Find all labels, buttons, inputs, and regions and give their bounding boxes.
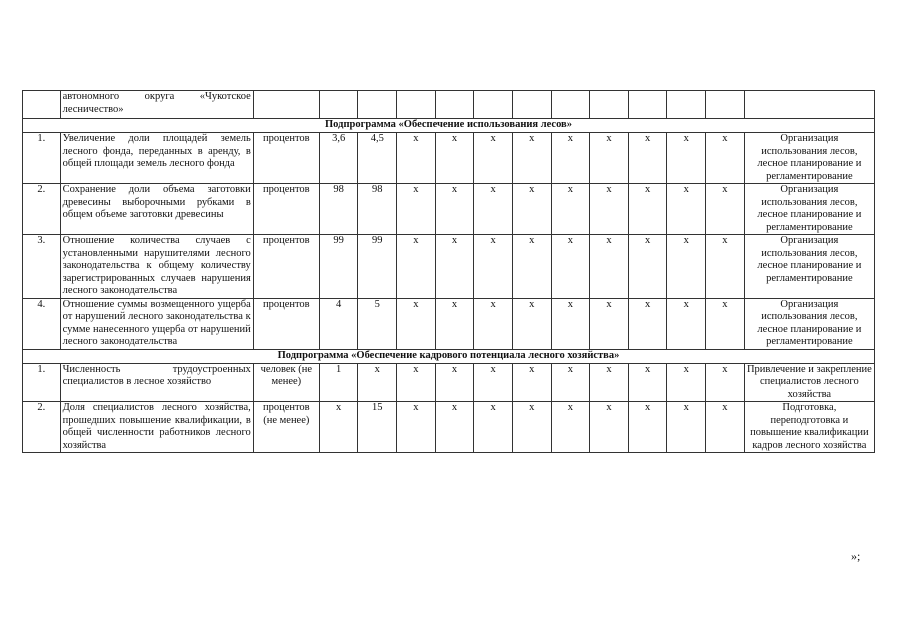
value-cell: х (706, 298, 745, 349)
table-row (23, 298, 875, 349)
row-number (23, 91, 61, 119)
unit-cell: процентов (253, 235, 319, 299)
table-row (23, 235, 875, 299)
row-number: 1. (23, 363, 61, 402)
indicator-name: Отношение суммы возмещенного ущерба от нарушений лесного законодательства к сумме нанесенного ущерба от нарушений лесного законодательства (60, 298, 253, 349)
indicators-table (22, 90, 875, 453)
value-cell: 5 (358, 298, 397, 349)
value-cell: х (435, 235, 474, 299)
value-cell: х (474, 363, 513, 402)
row-number: 1. (23, 133, 61, 184)
indicator-name: автономного округа «Чукотское лесничество» (60, 91, 253, 119)
value-cell: х (590, 235, 629, 299)
responsible-cell: Организация использования лесов, лесное планирование и регламентирование (744, 235, 874, 299)
value-cell: х (397, 133, 436, 184)
row-number: 3. (23, 235, 61, 299)
value-cell: х (358, 363, 397, 402)
value-cell: 98 (319, 184, 358, 235)
value-cell: 1 (319, 363, 358, 402)
value-cell: х (435, 184, 474, 235)
value-cell: х (628, 184, 667, 235)
table-row (23, 91, 875, 119)
row-number: 2. (23, 184, 61, 235)
table-row (23, 133, 875, 184)
value-cell: х (706, 235, 745, 299)
value-cell: 4 (319, 298, 358, 349)
value-cell: х (590, 363, 629, 402)
value-cell: х (628, 235, 667, 299)
responsible-cell: Организация использования лесов, лесное планирование и регламентирование (744, 133, 874, 184)
responsible-cell: Привлечение и закрепление специалистов лесного хозяйства (744, 363, 874, 402)
indicator-name: Увеличение доли площадей земель лесного фонда, переданных в аренду, в общей площади земель лесного фонда (60, 133, 253, 184)
responsible-cell: Организация использования лесов, лесное планирование и регламентирование (744, 184, 874, 235)
value-cell: х (551, 235, 590, 299)
value-cell: х (667, 402, 706, 453)
value-cell: х (551, 402, 590, 453)
value-cell: х (706, 133, 745, 184)
value-cell: х (667, 235, 706, 299)
value-cell: х (397, 363, 436, 402)
unit-cell: процентов (253, 184, 319, 235)
value-cell: х (474, 298, 513, 349)
section-title: Подпрограмма «Обеспечение использования лесов» (23, 119, 875, 133)
value-cell: х (590, 184, 629, 235)
value-cell: х (474, 402, 513, 453)
value-cell: х (667, 133, 706, 184)
value-cell: х (590, 133, 629, 184)
value-cell: 15 (358, 402, 397, 453)
unit-cell: человек (не менее) (253, 363, 319, 402)
value-cell: 99 (358, 235, 397, 299)
value-cell: х (706, 184, 745, 235)
value-cell: х (628, 363, 667, 402)
value-cell: х (512, 298, 551, 349)
value-cell: 4,5 (358, 133, 397, 184)
value-cell: х (512, 402, 551, 453)
value-cell: х (551, 184, 590, 235)
value-cell: 98 (358, 184, 397, 235)
value-cell: х (397, 235, 436, 299)
value-cell: х (706, 402, 745, 453)
value-cell: х (706, 363, 745, 402)
table-body (23, 91, 875, 453)
value-cell: х (474, 235, 513, 299)
value-cell: х (435, 363, 474, 402)
value-cell: х (397, 184, 436, 235)
value-cell: х (551, 133, 590, 184)
table-row (23, 363, 875, 402)
table-row (23, 184, 875, 235)
responsible-cell: Подготовка, переподготовка и повышение квалификации кадров лесного хозяйства (744, 402, 874, 453)
value-cell: х (590, 298, 629, 349)
value-cell: х (667, 184, 706, 235)
unit-cell: процентов (253, 298, 319, 349)
indicator-name: Доля специалистов лесного хозяйства, прошедших повышение квалификации, в общей численности работников лесного хозяйства (60, 402, 253, 453)
indicator-name: Отношение количества случаев с установленными нарушителями лесного законодательства к общему количеству зарегистрированных случаев нарушения лесного законодательства (60, 235, 253, 299)
responsible-cell: Организация использования лесов, лесное планирование и регламентирование (744, 298, 874, 349)
value-cell: х (551, 363, 590, 402)
value-cell: х (667, 298, 706, 349)
value-cell: х (667, 363, 706, 402)
value-cell: 99 (319, 235, 358, 299)
value-cell: х (512, 133, 551, 184)
value-cell: х (435, 298, 474, 349)
value-cell: х (628, 133, 667, 184)
indicator-name: Сохранение доли объема заготовки древесины выборочными рубками в общем объеме заготовки древесины (60, 184, 253, 235)
table-row (23, 402, 875, 453)
value-cell: х (628, 402, 667, 453)
unit-cell: процентов (не менее) (253, 402, 319, 453)
row-number: 4. (23, 298, 61, 349)
value-cell: х (319, 402, 358, 453)
row-number: 2. (23, 402, 61, 453)
value-cell: х (628, 298, 667, 349)
indicator-name: Численность трудоустроенных специалистов в лесное хозяйство (60, 363, 253, 402)
section-header-row (23, 119, 875, 133)
value-cell: х (435, 133, 474, 184)
value-cell: х (435, 402, 474, 453)
value-cell: х (590, 402, 629, 453)
unit-cell: процентов (253, 133, 319, 184)
section-title: Подпрограмма «Обеспечение кадрового потенциала лесного хозяйства» (23, 349, 875, 363)
value-cell: х (512, 235, 551, 299)
value-cell: 3,6 (319, 133, 358, 184)
closing-quote: »; (851, 549, 861, 563)
value-cell: х (512, 184, 551, 235)
value-cell: х (397, 402, 436, 453)
value-cell: х (474, 184, 513, 235)
value-cell: х (474, 133, 513, 184)
value-cell: х (512, 363, 551, 402)
value-cell: х (551, 298, 590, 349)
value-cell: х (397, 298, 436, 349)
section-header-row (23, 349, 875, 363)
